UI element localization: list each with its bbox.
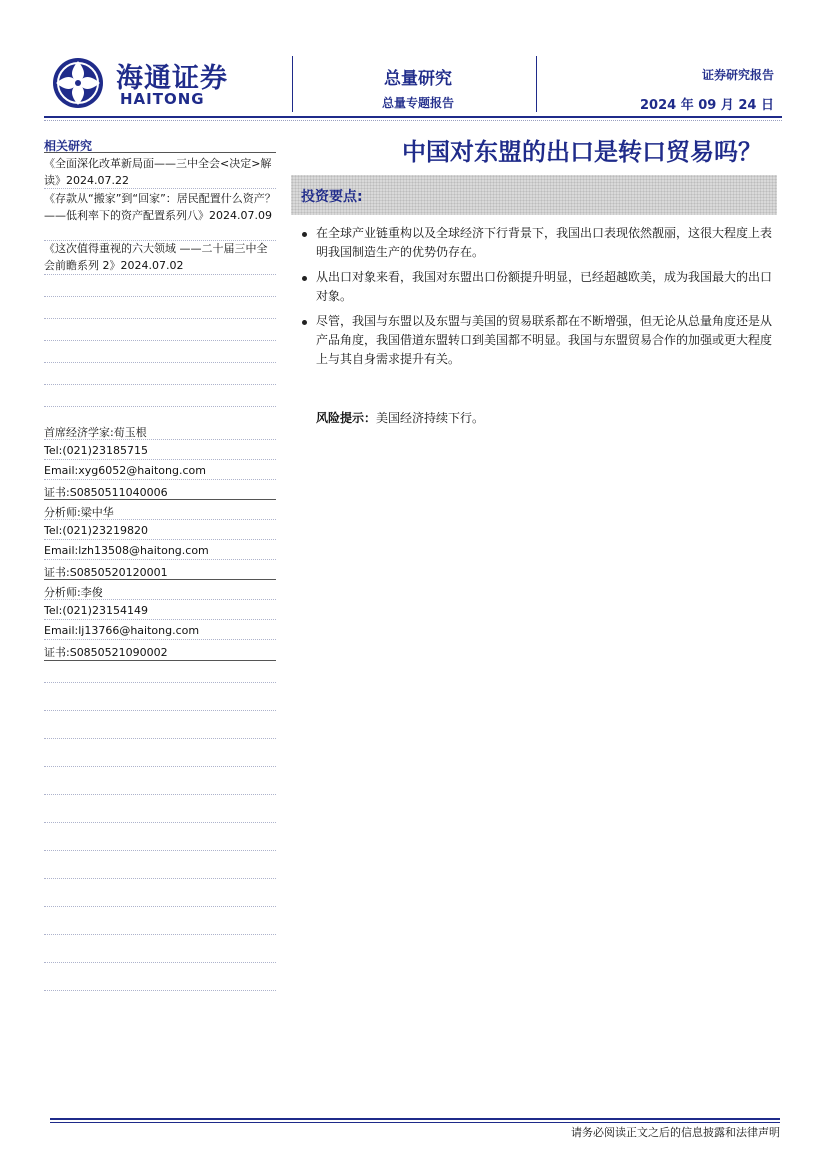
sidebar-dotted-line [44, 822, 276, 823]
sidebar-dotted-line [44, 188, 276, 189]
contact-email[interactable]: Email:lzh13508@haitong.com [44, 544, 209, 557]
contact-tel: Tel:(021)23219820 [44, 524, 148, 537]
related-item-1[interactable]: 《全面深化改革新局面——三中全会<决定>解读》2024.07.22 [44, 157, 272, 187]
sidebar-dotted-line [44, 738, 276, 739]
header-divider-right [536, 56, 537, 112]
sidebar-rule [44, 499, 276, 500]
sidebar-dotted-line [44, 340, 276, 341]
sidebar-dotted-line [44, 906, 276, 907]
sidebar-dotted-line [44, 439, 276, 440]
report-date: 2024 年 09 月 24 日 [640, 98, 774, 113]
sidebar-dotted-line [44, 318, 276, 319]
footer-rule [50, 1118, 780, 1120]
sidebar-dotted-line [44, 990, 276, 991]
sidebar-rule [44, 579, 276, 580]
investment-highlights-label: 投资要点: [301, 189, 363, 205]
header-divider-left [292, 56, 293, 112]
header-rule [44, 116, 782, 118]
investment-highlights-banner [291, 175, 777, 215]
sidebar-rule [44, 660, 276, 661]
contact-certificate: 证书:S0850520120001 [44, 566, 168, 579]
contact-certificate: 证书:S0850521090002 [44, 646, 168, 659]
related-item-2[interactable]: 《存款从“搬家”到“回家”：居民配置什么资产？——低利率下的资产配置系列八》2024.07.09 [44, 192, 276, 222]
logo-english-name: HAITONG [120, 90, 205, 108]
logo-chinese-name: 海通证券 [116, 63, 228, 94]
contact-certificate: 证书:S0850511040006 [44, 486, 168, 499]
sidebar-dotted-line [44, 962, 276, 963]
bullet-icon [302, 276, 307, 281]
haitong-logo-icon [52, 57, 104, 109]
report-subcategory: 总量专题报告 [381, 96, 454, 110]
contact-tel: Tel:(021)23185715 [44, 444, 148, 457]
sidebar-dotted-line [44, 710, 276, 711]
analyst-name: 分析师:梁中华 [44, 506, 114, 519]
sidebar-dotted-line [44, 766, 276, 767]
contact-email[interactable]: Email:lj13766@haitong.com [44, 624, 200, 637]
sidebar-dotted-line [44, 878, 276, 879]
highlight-bullet-1: 在全球产业链重构以及全球经济下行背景下，我国出口表现依然靓丽，这很大程度上表明我国制造生产的优势仍存在。 [316, 226, 773, 259]
report-category: 总量研究 [384, 69, 452, 89]
analyst-name: 分析师:李俊 [44, 586, 103, 599]
highlight-bullet-2: 从出口对象来看，我国对东盟出口份额提升明显，已经超越欧美，成为我国最大的出口对象。 [316, 270, 773, 303]
footer-rule-thin [50, 1122, 780, 1123]
sidebar-dotted-line [44, 850, 276, 851]
sidebar-dotted-line [44, 639, 276, 640]
chief-economist-name: 首席经济学家:荀玉根 [44, 426, 147, 439]
sidebar-dotted-line [44, 384, 276, 385]
sidebar-dotted-line [44, 406, 276, 407]
sidebar-dotted-line [44, 519, 276, 520]
bullet-icon [302, 232, 307, 237]
related-item-3[interactable]: 《这次值得重视的六大领域 ——二十届三中全会前瞻系列 2》2024.07.02 [44, 242, 268, 272]
footer-disclaimer: 请务必阅读正文之后的信息披露和法律声明 [571, 1126, 780, 1139]
sidebar-dotted-line [44, 682, 276, 683]
sidebar-dotted-line [44, 559, 276, 560]
header-dotted-rule [44, 120, 782, 121]
sidebar-dotted-line [44, 794, 276, 795]
sidebar-dotted-line [44, 599, 276, 600]
sidebar-dotted-line [44, 539, 276, 540]
sidebar-dotted-line [44, 459, 276, 460]
sidebar-dotted-line [44, 274, 276, 275]
sidebar-dotted-line [44, 479, 276, 480]
report-title: 中国对东盟的出口是转口贸易吗？ [402, 137, 762, 166]
contact-email[interactable]: Email:xyg6052@haitong.com [44, 464, 206, 477]
highlight-bullet-3: 尽管，我国与东盟以及东盟与美国的贸易联系都在不断增强，但无论从总量角度还是从产品角度，我国借道东盟转口到美国都不明显。我国与东盟贸易合作的加强或更大程度上与其自身需求提升有关。 [316, 314, 773, 366]
sidebar-rule [44, 152, 276, 153]
report-type: 证券研究报告 [701, 68, 774, 82]
risk-warning [316, 409, 484, 426]
related-research-title: 相关研究 [44, 139, 93, 153]
sidebar-dotted-line [44, 362, 276, 363]
bullet-icon [302, 320, 307, 325]
contact-tel: Tel:(021)23154149 [44, 604, 148, 617]
sidebar-dotted-line [44, 296, 276, 297]
risk-warning-text: 美国经济持续下行。 [376, 411, 485, 425]
risk-warning-label: 风险提示： [316, 411, 377, 425]
sidebar-dotted-line [44, 619, 276, 620]
sidebar-dotted-line [44, 934, 276, 935]
